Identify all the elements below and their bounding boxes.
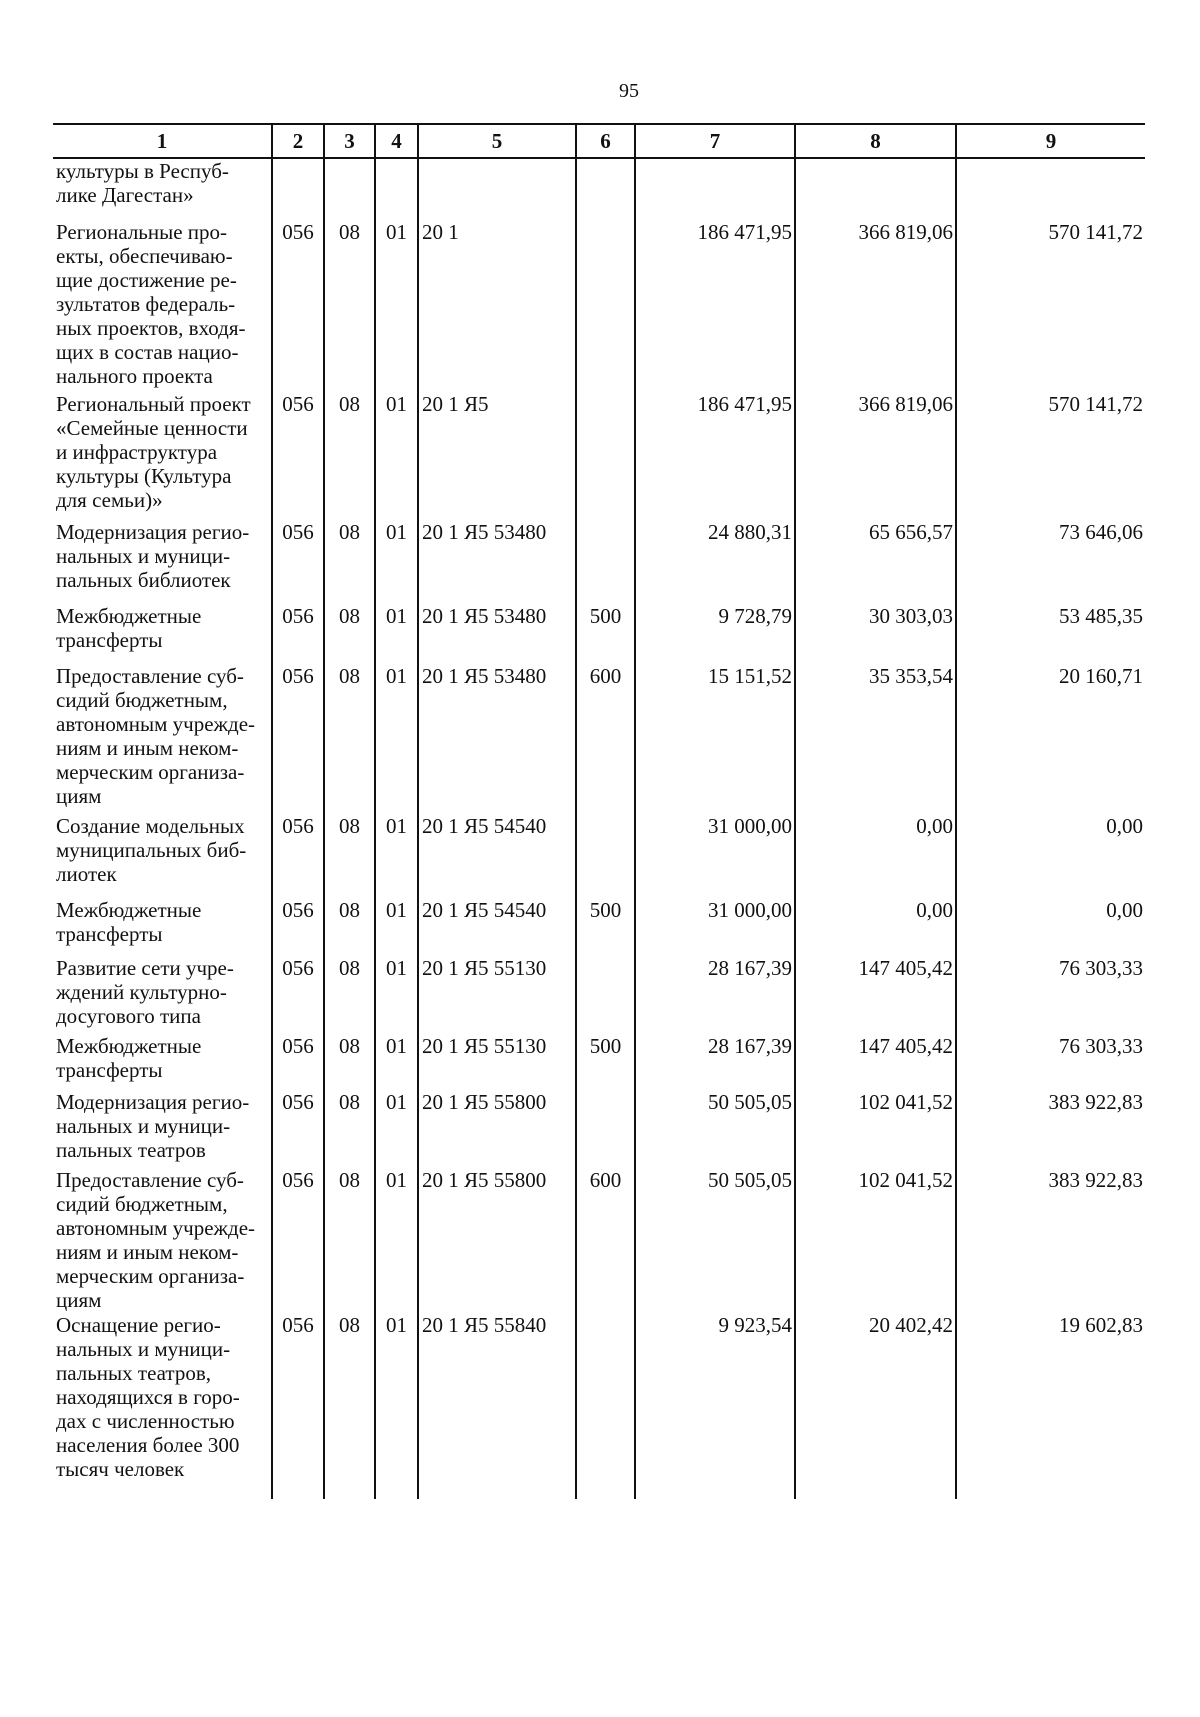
row-code-4-cell: 01 bbox=[375, 664, 418, 814]
row-code-5-cell: 20 1 Я5 54540 bbox=[418, 814, 576, 898]
column-header: 3 bbox=[324, 124, 375, 158]
row-amount-9-cell: 0,00 bbox=[956, 814, 1145, 898]
row-code-2-cell: 056 bbox=[272, 220, 324, 392]
row-amount-8-cell: 147 405,42 bbox=[795, 956, 956, 1034]
table-row bbox=[53, 220, 1145, 392]
row-code-2-cell: 056 bbox=[272, 956, 324, 1034]
row-code-6-cell bbox=[576, 1090, 635, 1168]
page-number: 95 bbox=[619, 80, 639, 102]
row-amount-9-cell: 76 303,33 bbox=[956, 1034, 1145, 1090]
row-code-4-cell: 01 bbox=[375, 1090, 418, 1168]
row-code-2-cell: 056 bbox=[272, 814, 324, 898]
row-amount-8-cell: 0,00 bbox=[795, 898, 956, 956]
row-code-2-cell: 056 bbox=[272, 1168, 324, 1313]
row-code-5-cell: 20 1 Я5 55130 bbox=[418, 956, 576, 1034]
row-code-5-cell: 20 1 Я5 53480 bbox=[418, 604, 576, 664]
row-code-6-cell: 600 bbox=[576, 664, 635, 814]
row-name-cell: Предоставление суб- сидий бюджетным, автономным учрежде- ниям и иным неком- мерческим организа- циям bbox=[56, 664, 256, 808]
table-row bbox=[53, 392, 1145, 520]
row-code-3-cell: 08 bbox=[324, 898, 375, 956]
column-header: 1 bbox=[53, 124, 272, 158]
row-name-cell: Оснащение регио- нальных и муници- пальных театров, находящихся в горо- дах с численностью населения более 300 тысяч человек bbox=[56, 1313, 240, 1481]
row-amount-8-cell: 147 405,42 bbox=[795, 1034, 956, 1090]
table-row bbox=[53, 1034, 1145, 1090]
row-code-5-cell: 20 1 Я5 55840 bbox=[418, 1313, 576, 1499]
row-code-2-cell: 056 bbox=[272, 1034, 324, 1090]
row-amount-7-cell: 9 923,54 bbox=[635, 1313, 795, 1499]
row-code-5-cell: 20 1 Я5 53480 bbox=[418, 664, 576, 814]
row-code-3-cell: 08 bbox=[324, 1034, 375, 1090]
row-amount-7-cell: 15 151,52 bbox=[635, 664, 795, 814]
row-code-5-cell: 20 1 Я5 54540 bbox=[418, 898, 576, 956]
row-amount-8-cell: 35 353,54 bbox=[795, 664, 956, 814]
row-code-4-cell: 01 bbox=[375, 898, 418, 956]
row-code-6-cell: 600 bbox=[576, 1168, 635, 1313]
row-name-cell: Межбюджетные трансферты bbox=[56, 604, 202, 652]
row-code-4-cell: 01 bbox=[375, 1313, 418, 1499]
row-amount-9-cell: 19 602,83 bbox=[956, 1313, 1145, 1499]
table-row bbox=[53, 1090, 1145, 1168]
row-name-cell: Региональный проект «Семейные ценности и инфраструктура культуры (Культура для семьи)» bbox=[56, 392, 251, 512]
row-amount-9-cell: 53 485,35 bbox=[956, 604, 1145, 664]
row-code-4-cell: 01 bbox=[375, 392, 418, 520]
row-code-6-cell: 500 bbox=[576, 604, 635, 664]
row-amount-9-cell: 570 141,72 bbox=[956, 392, 1145, 520]
row-code-5-cell: 20 1 Я5 55130 bbox=[418, 1034, 576, 1090]
row-amount-8-cell: 366 819,06 bbox=[795, 392, 956, 520]
row-amount-8-cell: 65 656,57 bbox=[795, 520, 956, 604]
row-amount-7-cell: 24 880,31 bbox=[635, 520, 795, 604]
row-code-4-cell: 01 bbox=[375, 814, 418, 898]
row-amount-7-cell bbox=[635, 158, 795, 220]
column-header: 6 bbox=[576, 124, 635, 158]
row-amount-9-cell: 20 160,71 bbox=[956, 664, 1145, 814]
row-code-5-cell bbox=[418, 158, 576, 220]
row-code-2-cell: 056 bbox=[272, 1313, 324, 1499]
row-code-5-cell: 20 1 Я5 53480 bbox=[418, 520, 576, 604]
header-row bbox=[53, 124, 1145, 158]
row-amount-9-cell: 73 646,06 bbox=[956, 520, 1145, 604]
row-code-2-cell: 056 bbox=[272, 604, 324, 664]
row-code-6-cell bbox=[576, 520, 635, 604]
row-amount-8-cell bbox=[795, 158, 956, 220]
row-amount-9-cell: 570 141,72 bbox=[956, 220, 1145, 392]
row-amount-9-cell: 0,00 bbox=[956, 898, 1145, 956]
row-name-cell: Модернизация регио- нальных и муници- пальных театров bbox=[56, 1090, 250, 1162]
row-code-2-cell bbox=[272, 158, 324, 220]
row-code-3-cell: 08 bbox=[324, 1313, 375, 1499]
row-amount-9-cell: 76 303,33 bbox=[956, 956, 1145, 1034]
row-amount-9-cell: 383 922,83 bbox=[956, 1168, 1145, 1313]
row-code-3-cell: 08 bbox=[324, 1090, 375, 1168]
table-row bbox=[53, 520, 1145, 604]
row-code-3-cell: 08 bbox=[324, 220, 375, 392]
row-code-6-cell bbox=[576, 956, 635, 1034]
row-code-3-cell: 08 bbox=[324, 520, 375, 604]
row-code-6-cell: 500 bbox=[576, 1034, 635, 1090]
row-amount-8-cell: 0,00 bbox=[795, 814, 956, 898]
row-code-6-cell bbox=[576, 1313, 635, 1499]
row-name-cell: Предоставление суб- сидий бюджетным, автономным учрежде- ниям и иным неком- мерческим организа- циям bbox=[56, 1168, 256, 1312]
row-code-4-cell: 01 bbox=[375, 1034, 418, 1090]
row-amount-7-cell: 186 471,95 bbox=[635, 392, 795, 520]
row-amount-9-cell: 383 922,83 bbox=[956, 1090, 1145, 1168]
row-name-cell: Создание модельных муниципальных биб- лиотек bbox=[56, 814, 247, 886]
row-name-cell: Модернизация регио- нальных и муници- пальных библиотек bbox=[56, 520, 250, 592]
column-header: 4 bbox=[375, 124, 418, 158]
row-code-5-cell: 20 1 Я5 bbox=[418, 392, 576, 520]
row-code-5-cell: 20 1 Я5 55800 bbox=[418, 1168, 576, 1313]
row-amount-9-cell bbox=[956, 158, 1145, 220]
row-code-4-cell: 01 bbox=[375, 956, 418, 1034]
column-header: 8 bbox=[795, 124, 956, 158]
row-code-2-cell: 056 bbox=[272, 1090, 324, 1168]
table-row bbox=[53, 814, 1145, 898]
row-name-cell: Межбюджетные трансферты bbox=[56, 1034, 202, 1082]
table-row bbox=[53, 1168, 1145, 1313]
table-row bbox=[53, 898, 1145, 956]
row-code-6-cell bbox=[576, 814, 635, 898]
row-code-3-cell: 08 bbox=[324, 1168, 375, 1313]
row-amount-7-cell: 9 728,79 bbox=[635, 604, 795, 664]
row-name-cell: Региональные про- екты, обеспечиваю- щие достижение ре- зультатов федераль- ных проектов, входя- щих в состав нацио- нального проекта bbox=[56, 220, 246, 388]
row-amount-7-cell: 28 167,39 bbox=[635, 1034, 795, 1090]
row-code-2-cell: 056 bbox=[272, 392, 324, 520]
budget-table bbox=[53, 123, 1145, 1499]
row-code-4-cell bbox=[375, 158, 418, 220]
table-row bbox=[53, 1313, 1145, 1499]
table-row bbox=[53, 158, 1145, 220]
row-amount-8-cell: 102 041,52 bbox=[795, 1168, 956, 1313]
column-header: 9 bbox=[956, 124, 1145, 158]
table-row bbox=[53, 956, 1145, 1034]
row-code-3-cell: 08 bbox=[324, 814, 375, 898]
column-header: 7 bbox=[635, 124, 795, 158]
row-code-5-cell: 20 1 Я5 55800 bbox=[418, 1090, 576, 1168]
row-code-3-cell: 08 bbox=[324, 604, 375, 664]
row-code-2-cell: 056 bbox=[272, 520, 324, 604]
row-name-cell: Развитие сети учре- ждений культурно- досугового типа bbox=[56, 956, 234, 1028]
row-code-3-cell: 08 bbox=[324, 392, 375, 520]
table-row bbox=[53, 604, 1145, 664]
row-code-3-cell: 08 bbox=[324, 956, 375, 1034]
row-code-2-cell: 056 bbox=[272, 898, 324, 956]
row-code-3-cell: 08 bbox=[324, 664, 375, 814]
row-amount-7-cell: 50 505,05 bbox=[635, 1168, 795, 1313]
row-code-6-cell bbox=[576, 392, 635, 520]
row-code-3-cell bbox=[324, 158, 375, 220]
row-amount-7-cell: 50 505,05 bbox=[635, 1090, 795, 1168]
row-code-6-cell bbox=[576, 158, 635, 220]
row-name-cell: Межбюджетные трансферты bbox=[56, 898, 202, 946]
row-code-4-cell: 01 bbox=[375, 220, 418, 392]
row-code-4-cell: 01 bbox=[375, 604, 418, 664]
row-amount-7-cell: 186 471,95 bbox=[635, 220, 795, 392]
row-amount-8-cell: 30 303,03 bbox=[795, 604, 956, 664]
row-code-6-cell bbox=[576, 220, 635, 392]
row-code-4-cell: 01 bbox=[375, 1168, 418, 1313]
row-code-6-cell: 500 bbox=[576, 898, 635, 956]
row-code-2-cell: 056 bbox=[272, 664, 324, 814]
row-name-cell: культуры в Респуб- лике Дагестан» bbox=[56, 159, 229, 207]
column-header: 2 bbox=[272, 124, 324, 158]
row-amount-8-cell: 20 402,42 bbox=[795, 1313, 956, 1499]
row-amount-7-cell: 31 000,00 bbox=[635, 814, 795, 898]
row-code-5-cell: 20 1 bbox=[418, 220, 576, 392]
column-header: 5 bbox=[418, 124, 576, 158]
row-code-4-cell: 01 bbox=[375, 520, 418, 604]
row-amount-7-cell: 28 167,39 bbox=[635, 956, 795, 1034]
table-body bbox=[53, 158, 1145, 1499]
row-amount-8-cell: 102 041,52 bbox=[795, 1090, 956, 1168]
row-amount-7-cell: 31 000,00 bbox=[635, 898, 795, 956]
row-amount-8-cell: 366 819,06 bbox=[795, 220, 956, 392]
table-row bbox=[53, 664, 1145, 814]
